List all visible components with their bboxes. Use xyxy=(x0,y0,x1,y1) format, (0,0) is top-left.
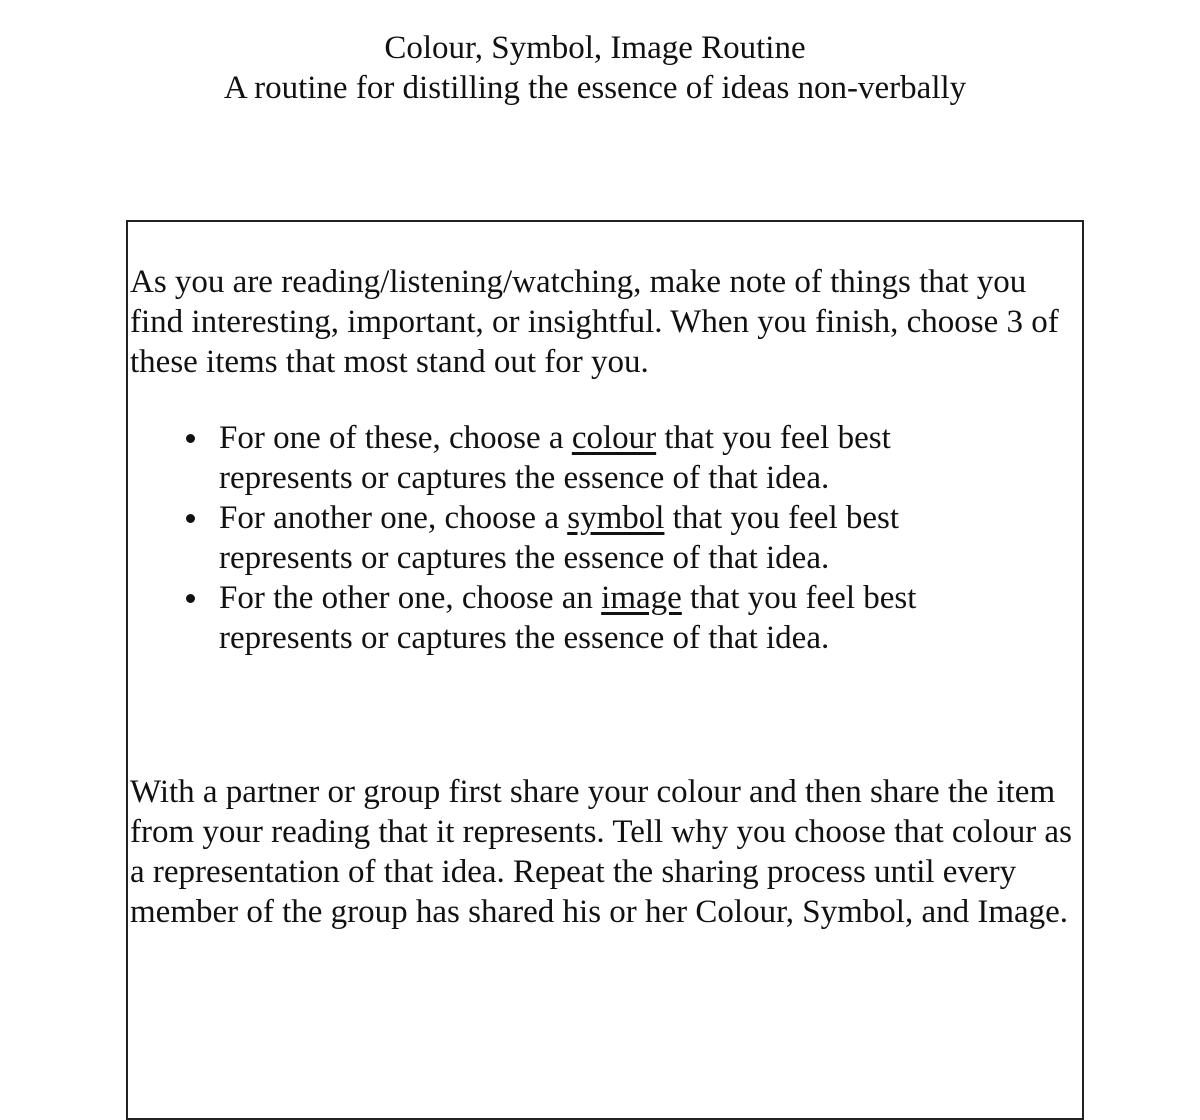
document-title: Colour, Symbol, Image Routine xyxy=(384,30,806,66)
keyword-symbol: symbol xyxy=(567,500,665,536)
bullet-icon xyxy=(186,514,195,523)
bullet-icon xyxy=(186,434,195,443)
list-item-text-after: that you feel best represents or captures the essence of that idea. xyxy=(219,580,917,656)
list-item-text-before: For the other one, choose an xyxy=(219,580,602,616)
sharing-paragraph: With a partner or group first share your colour and then share the item from your reading that it represents. Tell why you choose that colour as a representation of that idea. Repeat the sharing process until every member of the group has shared his or her Colour, Symbol, and Image. xyxy=(130,774,1072,930)
instruction-list xyxy=(128,418,919,658)
intro-paragraph: As you are reading/listening/watching, make note of things that you find interesting, important, or insightful. When you finish, choose 3 of these items that most stand out for you. xyxy=(130,264,1059,380)
list-item-text-after: that you feel best represents or captures the essence of that idea. xyxy=(219,500,900,576)
keyword-image: image xyxy=(601,580,682,616)
list-item-image xyxy=(128,578,919,658)
instructions-box xyxy=(126,220,1084,1120)
list-item-text-before: For one of these, choose a xyxy=(219,420,572,456)
list-item-text-after: that you feel best represents or captures the essence of that idea. xyxy=(219,420,891,496)
bullet-icon xyxy=(186,594,195,603)
list-item-symbol xyxy=(128,498,919,578)
keyword-colour: colour xyxy=(571,420,657,456)
list-item-colour xyxy=(128,418,919,498)
document-subtitle: A routine for distilling the essence of ideas non-verbally xyxy=(223,70,967,106)
document-header xyxy=(0,28,1190,108)
list-item-text-before: For another one, choose a xyxy=(219,500,568,536)
